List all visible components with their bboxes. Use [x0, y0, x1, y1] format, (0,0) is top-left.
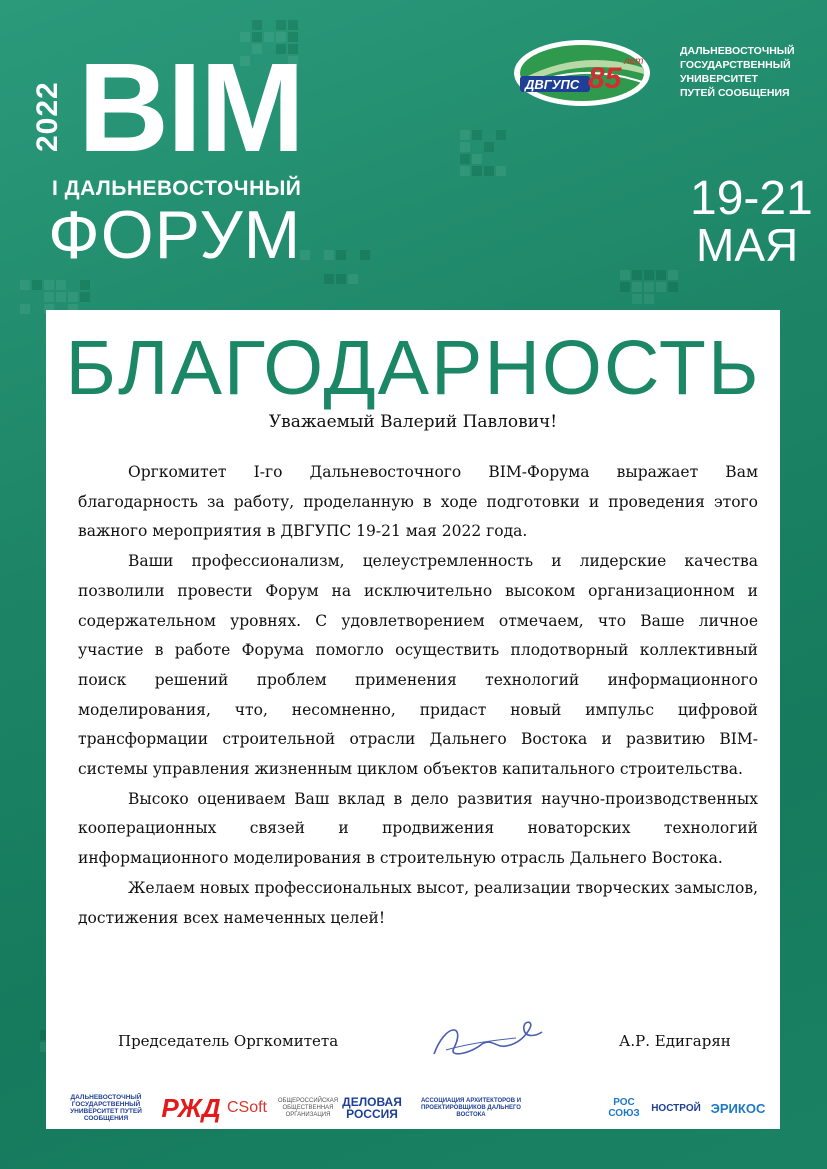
handwritten-signature — [426, 1014, 546, 1064]
forum-wordmark: ФОРУМ — [48, 197, 302, 273]
decorative-tile — [44, 292, 54, 302]
letter-title: БЛАГОДАРНОСТЬ — [65, 325, 761, 411]
decorative-tile — [20, 280, 30, 290]
partner-logo-ros-soyuz: РОС СОЮЗ — [608, 1097, 640, 1119]
partner-logo-rzd: РЖД — [161, 1092, 221, 1123]
partner-logo-sub: ДАЛЬНЕВОСТОЧНЫЙ ГОСУДАРСТВЕННЫЙ УНИВЕРСИТЕТ ПУТЕЙ СООБЩЕНИЯ — [70, 1094, 142, 1122]
partner-logos — [51, 1088, 775, 1128]
decorative-tile — [348, 274, 358, 284]
decorative-tile — [80, 280, 90, 290]
decorative-tile — [496, 166, 506, 176]
decorative-tile — [460, 154, 470, 164]
decorative-tile — [484, 166, 494, 176]
signer-role: Председатель Оргкомитета — [118, 1032, 339, 1050]
decorative-tile — [668, 282, 678, 292]
partner-logo-association: АССОЦИАЦИЯ АРХИТЕКТОРОВ И ПРОЕКТИРОВЩИКОВ ДАЛЬНЕГО ВОСТОКА — [420, 1097, 522, 1118]
decorative-tile — [632, 270, 642, 280]
decorative-tile — [472, 166, 482, 176]
university-line: ДАЛЬНЕВОСТОЧНЫЙ — [680, 45, 795, 57]
event-dates: 19-21 — [690, 172, 813, 225]
letter-paragraph: Ваши профессионализм, целеустремленность и лидерские качества позволили провести Форум на исключительно высоком организационном и содержательном уровнях. С удовлетворением отмечаем, что Ваше личное участие в работе Форума помогло осуществить плодотворный коллективный поиск решений проблем применения технологий информационного моделирования, что, несомненно, придаст новый импульс цифровой трансформации строительной отрасли Дальнего Востока и развитию BIM-системы управления жизненным циклом объектов капитального строительства. — [78, 552, 758, 779]
decorative-tile — [336, 250, 346, 260]
letter-paragraph: Оргкомитет I-го Дальневосточного BIM-Форума выражает Вам благодарность за работу, проделанную в ходе подготовки и проведения этого важного мероприятия в ДВГУПС 19-21 мая 2022 года. — [78, 463, 758, 541]
partner-logo-nostroy: НОСТРОЙ — [651, 1102, 701, 1114]
decorative-tile — [276, 20, 286, 30]
decorative-tile — [472, 154, 482, 164]
decorative-tile — [460, 130, 470, 140]
decorative-tile — [632, 282, 642, 292]
letter-card — [46, 310, 780, 1129]
forum-subtitle: I ДАЛЬНЕВОСТОЧНЫЙ — [52, 177, 302, 200]
university-name — [680, 44, 820, 100]
decorative-tile — [484, 142, 494, 152]
decorative-tile — [620, 282, 630, 292]
event-month: МАЯ — [696, 219, 799, 271]
decorative-tile — [288, 20, 298, 30]
decorative-tile — [620, 270, 630, 280]
decorative-tile — [472, 130, 482, 140]
decorative-tile — [668, 270, 678, 280]
signer-name: А.Р. Едигарян — [619, 1032, 731, 1050]
decorative-tile — [460, 142, 470, 152]
forum-year: 2022 — [31, 81, 64, 152]
decorative-tile — [360, 250, 370, 260]
decorative-tile — [324, 274, 334, 284]
university-line: ГОСУДАРСТВЕННЫЙ — [680, 59, 791, 71]
decorative-tile — [56, 292, 66, 302]
letter-greeting: Уважаемый Валерий Павлович! — [268, 412, 558, 432]
decorative-tile — [300, 250, 310, 260]
partner-logo-erikos: ЭРИКОС — [710, 1100, 766, 1116]
decorative-tile — [656, 270, 666, 280]
bim-wordmark: BIM — [78, 37, 303, 178]
university-line: УНИВЕРСИТЕТ — [680, 73, 758, 85]
decorative-tile — [252, 20, 262, 30]
decorative-tile — [20, 304, 30, 314]
university-line: ПУТЕЙ СООБЩЕНИЯ — [680, 87, 790, 99]
decorative-tile — [56, 280, 66, 290]
decorative-tile — [324, 250, 334, 260]
decorative-tile — [496, 130, 506, 140]
decorative-tile — [632, 294, 642, 304]
dvgups-85-logo — [512, 38, 656, 108]
logo-anniversary: 85 — [588, 62, 622, 95]
partner-logo-dvgups — [51, 1088, 161, 1128]
logo-anniversary-suffix: лет — [624, 56, 644, 67]
letter-paragraph: Высоко оцениваем Ваш вклад в дело развития научно-производственных кооперационных связей и продвижения новаторских технологий информационного моделирования в строительную отрасль Дальнего Востока. — [78, 789, 758, 868]
decorative-tile — [68, 292, 78, 302]
partner-logo-delovaya-rossiya: ДЕЛОВАЯ РОССИЯ — [342, 1095, 402, 1121]
logo-name: ДВГУПС — [525, 77, 580, 92]
decorative-tile — [32, 280, 42, 290]
decorative-tile — [644, 282, 654, 292]
decorative-tile — [336, 274, 346, 284]
letter-paragraph: Желаем новых профессиональных высот, реализации творческих замыслов, достижения всех намеченных целей! — [78, 878, 758, 927]
decorative-tile — [644, 270, 654, 280]
letter-body — [78, 458, 758, 933]
decorative-tile — [644, 294, 654, 304]
decorative-tile — [80, 292, 90, 302]
partner-logo-csoft: CSoft — [226, 1099, 267, 1116]
partner-logo-org: ОБЩЕРОССИЙСКАЯ ОБЩЕСТВЕННАЯ ОРГАНИЗАЦИЯ — [277, 1097, 339, 1118]
decorative-tile — [656, 282, 666, 292]
decorative-tile — [44, 280, 54, 290]
decorative-tile — [460, 166, 470, 176]
